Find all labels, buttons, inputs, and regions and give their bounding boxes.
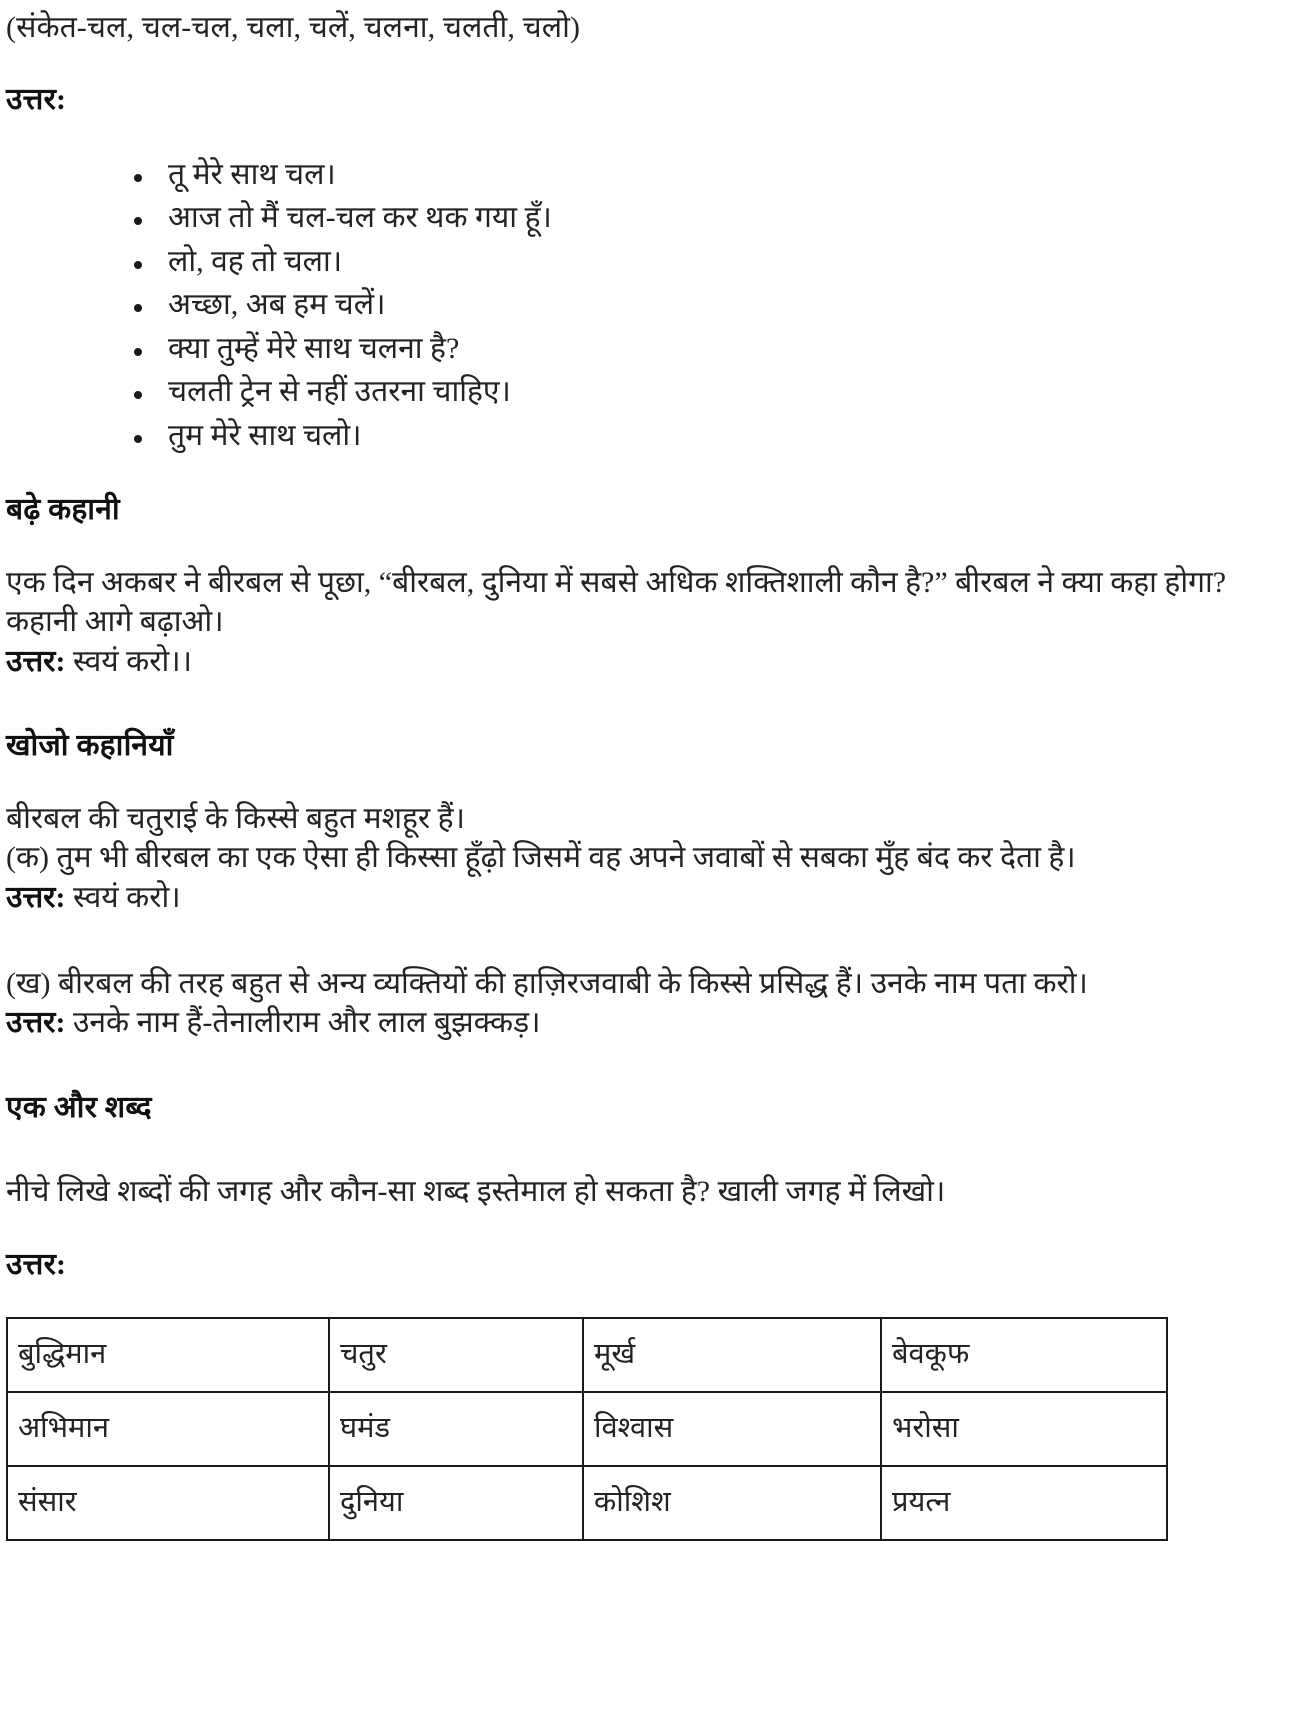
answer-ka — [6, 878, 1283, 918]
answer-label: उत्तर: — [6, 644, 66, 678]
spacer — [6, 681, 1283, 727]
list-item: आज तो मैं चल-चल कर थक गया हूँ। — [130, 196, 1283, 240]
table-cell: बेवकूफ — [881, 1318, 1167, 1392]
spacer — [6, 1212, 1283, 1246]
table-cell: संसार — [7, 1466, 329, 1540]
table-cell: कोशिश — [583, 1466, 881, 1540]
table-cell: अभिमान — [7, 1392, 329, 1466]
table-cell: घमंड — [329, 1392, 583, 1466]
sentence-list — [6, 153, 1283, 458]
spacer — [6, 529, 1283, 563]
list-item: लो, वह तो चला। — [130, 240, 1283, 284]
answer-label-sentences: उत्तर: — [6, 83, 67, 116]
answer-kha — [6, 1003, 1283, 1043]
table-cell: भरोसा — [881, 1392, 1167, 1466]
question-ka: (क) तुम भी बीरबल का एक ऐसा ही किस्सा हूँढ़ो जिसमें वह अपने जवाबों से सबका मुँह बंद कर देता है। — [6, 841, 1076, 875]
table-cell: बुद्धिमान — [7, 1318, 329, 1392]
spacer — [6, 119, 1283, 153]
table-row — [7, 1318, 1167, 1392]
list-item: तू मेरे साथ चल। — [130, 153, 1283, 197]
answer-text: उनके नाम हैं-तेनालीराम और लाल बुझक्कड़। — [65, 1006, 541, 1040]
answer-label: उत्तर: — [6, 1006, 66, 1040]
list-item: चलती ट्रेन से नहीं उतरना चाहिए। — [130, 370, 1283, 414]
badhe-kahani-question: एक दिन अकबर ने बीरबल से पूछा, “बीरबल, दुनिया में सबसे अधिक शक्तिशाली कौन है?” बीरबल ने क्या कहा होगा? कहानी आगे बढ़ाओ। — [6, 565, 1227, 639]
spacer — [6, 1043, 1283, 1089]
spacer — [6, 457, 1283, 491]
spacer — [6, 47, 1283, 81]
table-row — [7, 1466, 1167, 1540]
section-heading-ek-aur-shabd: एक और शब्द — [6, 1090, 152, 1124]
question-kha: (ख) बीरबल की तरह बहुत से अन्य व्यक्तियों की हाज़िरजवाबी के किस्से प्रसिद्ध हैं। उनके नाम पता करो। — [6, 966, 1088, 1000]
list-item: तुम मेरे साथ चलो। — [130, 414, 1283, 458]
section-heading-khojo-kahaniyan: खोजो कहानियाँ — [6, 729, 174, 763]
hint-line: (संकेत-चल, चल-चल, चला, चलें, चलना, चलती, चलो) — [6, 11, 581, 44]
list-item: क्या तुम्हें मेरे साथ चलना है? — [130, 327, 1283, 371]
answer-text: स्वयं करो। — [65, 880, 181, 914]
khojo-intro: बीरबल की चतुराई के किस्से बहुत मशहूर हैं। — [6, 801, 465, 835]
synonym-table — [6, 1317, 1168, 1541]
table-cell: दुनिया — [329, 1466, 583, 1540]
table-cell: मूर्ख — [583, 1318, 881, 1392]
spacer — [6, 1126, 1283, 1172]
answer-text: स्वयं करो।। — [65, 644, 193, 678]
spacer — [6, 918, 1283, 964]
table-row — [7, 1392, 1167, 1466]
spacer — [6, 765, 1283, 799]
spacer — [6, 1283, 1283, 1317]
answer-label: उत्तर: — [6, 880, 66, 914]
table-cell: विश्वास — [583, 1392, 881, 1466]
badhe-kahani-answer — [6, 642, 1283, 682]
answer-label-shabd: उत्तर: — [6, 1247, 67, 1281]
list-item: अच्छा, अब हम चलें। — [130, 283, 1283, 327]
table-cell: प्रयत्न — [881, 1466, 1167, 1540]
section-heading-badhe-kahani: बढ़े कहानी — [6, 493, 120, 526]
shabd-instruction: नीचे लिखे शब्दों की जगह और कौन-सा शब्द इस्तेमाल हो सकता है? खाली जगह में लिखो। — [6, 1175, 946, 1209]
table-cell: चतुर — [329, 1318, 583, 1392]
